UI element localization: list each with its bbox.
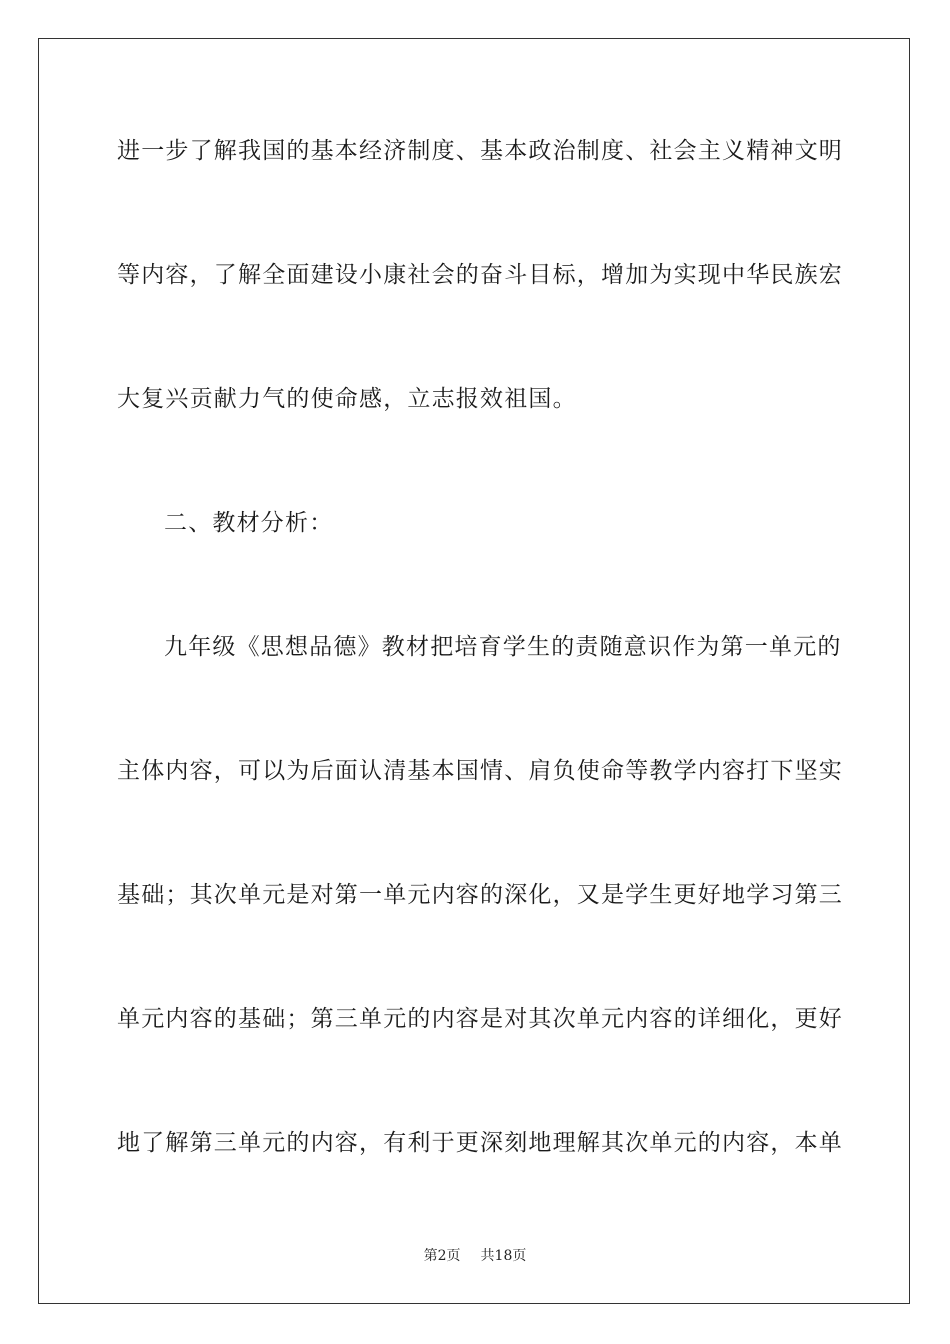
text-line: 基础；其次单元是对第一单元内容的深化，又是学生更好地学习第三 <box>117 882 843 908</box>
text-line: 进一步了解我国的基本经济制度、基本政治制度、社会主义精神文明 <box>117 138 843 164</box>
page-frame <box>38 38 910 1304</box>
text-line: 地了解第三单元的内容，有利于更深刻地理解其次单元的内容，本单 <box>117 1130 843 1156</box>
page-footer <box>0 1247 950 1265</box>
section-heading: 二、教材分析： <box>164 510 334 536</box>
text-line: 大复兴贡献力气的使命感，立志报效祖国。 <box>117 386 577 412</box>
text-line: 主体内容，可以为后面认清基本国情、肩负使命等教学内容打下坚实 <box>117 758 843 784</box>
page-total: 共18页 <box>480 1248 527 1264</box>
text-line: 单元内容的基础；第三单元的内容是对其次单元内容的详细化，更好 <box>117 1006 843 1032</box>
text-line: 九年级《思想品德》教材把培育学生的责随意识作为第一单元的 <box>164 634 842 660</box>
text-line: 等内容，了解全面建设小康社会的奋斗目标，增加为实现中华民族宏 <box>117 262 843 288</box>
page-number: 第2页 <box>423 1248 461 1264</box>
